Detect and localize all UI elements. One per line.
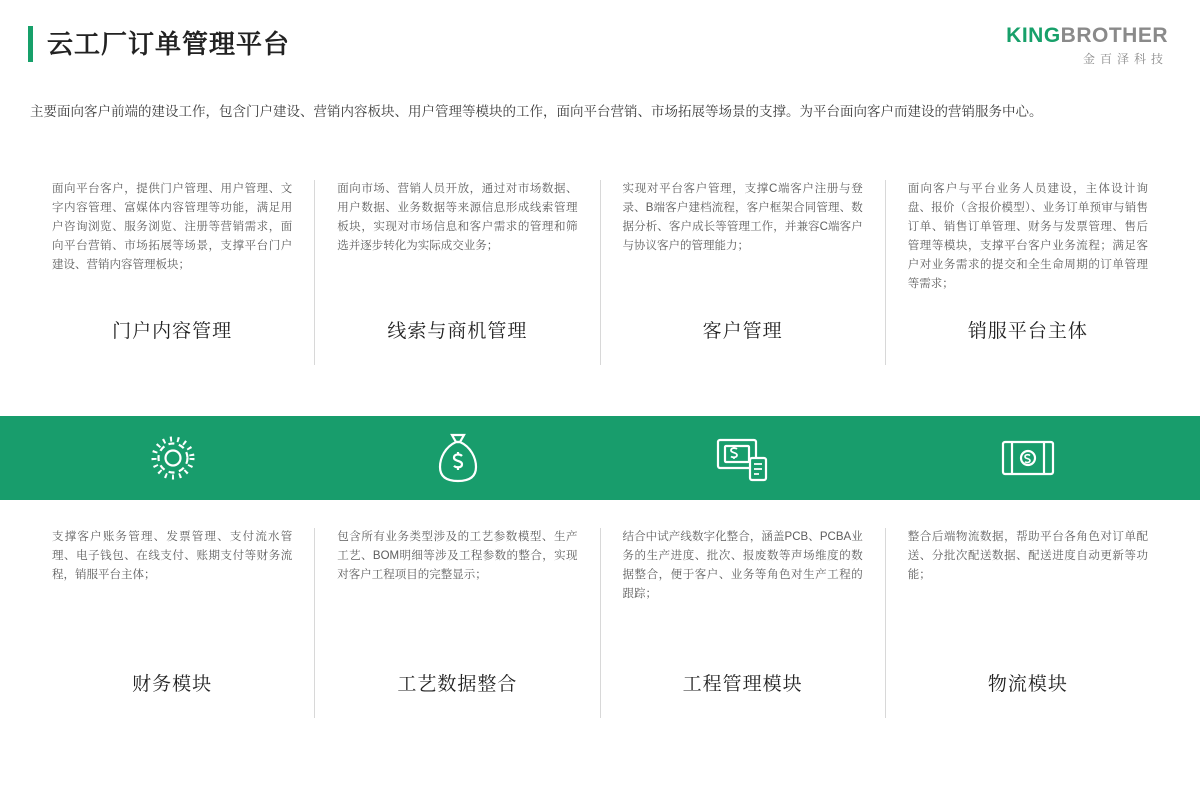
intro-paragraph: 主要面向客户前端的建设工作，包含门户建设、营销内容板块、用户管理等模块的工作，面向平台营销、市场拓展等场景的支撑。为平台面向客户而建设的营销服务中心。 [30, 104, 1043, 119]
invoice-money-icon [600, 416, 885, 500]
card-title: 财务模块 [132, 674, 213, 695]
card-process-data-integration[interactable] [314, 528, 599, 718]
card-description: 面向市场、营销人员开放，通过对市场数据、用户数据、业务数据等来源信息形成线索管理板块，实现对市场信息和客户需求的管理和筛选并逐步转化为实际成交业务； [337, 183, 578, 252]
banknote-icon [885, 416, 1170, 500]
logo-brother-text: BROTHER [1060, 24, 1168, 47]
card-customer-management[interactable] [600, 180, 885, 365]
card-title: 客户管理 [702, 321, 783, 342]
page-title-wrap [28, 26, 290, 62]
card-leads-opportunity[interactable] [314, 180, 599, 365]
icon-band [0, 416, 1200, 500]
card-title: 工艺数据整合 [397, 674, 518, 695]
bottom-card-row [30, 528, 1170, 718]
card-description: 结合中试产线数字化整合，涵盖PCB、PCBA业务的生产进度、批次、报废数等声场维度的数据整合，便于客户、业务等角色对生产工程的跟踪； [622, 531, 863, 600]
card-title: 门户内容管理 [112, 321, 233, 342]
card-logistics-module[interactable] [885, 528, 1170, 718]
gear-icon [30, 416, 315, 500]
card-description: 实现对平台客户管理，支撑C端客户注册与登录、B端客户建档流程，客户框架合同管理、数据分析、客户成长等管理工作，并兼容C端客户与协议客户的管理能力； [622, 183, 863, 252]
card-portal-content[interactable] [30, 180, 314, 365]
card-title: 物流模块 [987, 674, 1068, 695]
card-description: 支撑客户账务管理、发票管理、支付流水管理、电子钱包、在线支付、账期支付等财务流程，销服平台主体； [52, 531, 293, 581]
brand-logo [1006, 24, 1168, 68]
logo-king-text: KING [1006, 24, 1061, 47]
page-title: 云工厂订单管理平台 [47, 29, 291, 59]
card-finance-module[interactable] [30, 528, 314, 718]
card-title: 工程管理模块 [682, 674, 803, 695]
card-description: 面向客户与平台业务人员建设，主体设计询盘、报价（含报价模型）、业务订单预审与销售订单、销售订单管理、财务与发票管理、售后管理等模块，支撑平台客户业务流程；满足客户对业务需求的提交和全生命周期的订单管理等需求； [907, 183, 1148, 290]
card-engineering-management-module[interactable] [600, 528, 885, 718]
money-bag-icon [315, 416, 600, 500]
card-sales-service-platform[interactable] [885, 180, 1170, 365]
card-description: 包含所有业务类型涉及的工艺参数模型、生产工艺、BOM明细等涉及工程参数的整合，实现对客户工程项目的完整显示； [337, 531, 578, 581]
card-title: 销服平台主体 [967, 321, 1088, 342]
top-card-row [30, 180, 1170, 365]
card-title: 线索与商机管理 [387, 321, 528, 342]
icon-band-inner [30, 416, 1170, 500]
header [0, 26, 1200, 72]
card-description: 面向平台客户，提供门户管理、用户管理、文字内容管理、富媒体内容管理等功能，满足用户咨询浏览、服务浏览、注册等营销需求，面向平台营销、市场拓展等场景，支撑平台门户建设、营销内容管理板块； [52, 183, 293, 271]
logo-subtitle: 金百泽科技 [1082, 52, 1168, 66]
logo-wordmark [1006, 24, 1168, 48]
card-description: 整合后端物流数据，帮助平台各角色对订单配送、分批次配送数据、配送进度自动更新等功能； [907, 531, 1148, 581]
title-accent-bar [28, 26, 33, 62]
